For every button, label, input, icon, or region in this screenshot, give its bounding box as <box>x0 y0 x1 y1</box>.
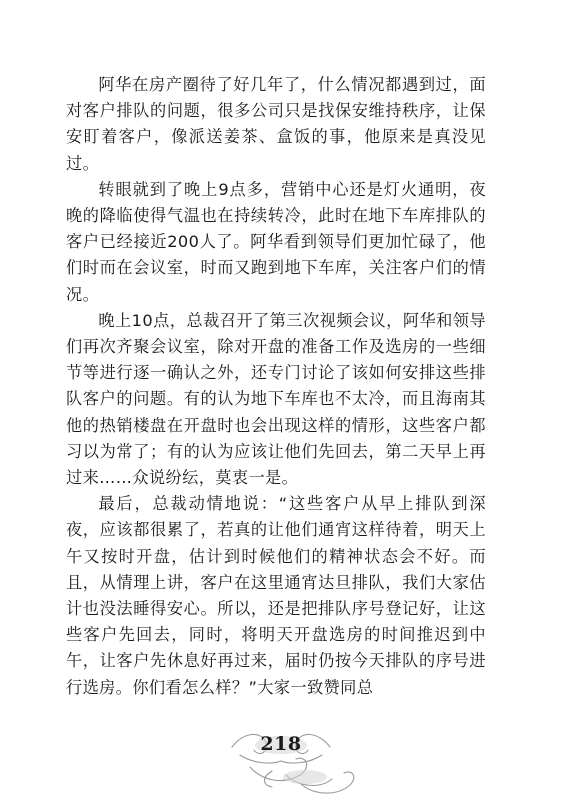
body-text <box>66 72 486 701</box>
paragraph-4: 最后，总裁动情地说：“这些客户从早上排队到深夜，应该都很累了，若真的让他们通宵这样待着，明天上午又按时开盘，估计到时候他们的精神状态会不好。而且，从情理上讲，客户在这里通宵达旦排队，我们大家估计也没法睡得安心。所以，还是把排队序号登记好，让这些客户先回去，同时，将明天开盘选房的时间推迟到中午，让客户先休息好再过来，届时仍按今天排队的序号进行选房。你们看怎么样？”大家一致赞同总 <box>66 494 486 697</box>
paragraph-2: 转眼就到了晚上9点多，营销中心还是灯火通明，夜晚的降临使得气温也在持续转冷，此时在地下车库排队的客户已经接近200人了。阿华看到领导们更加忙碌了，他们时而在会议室，时而又跑到地下车库，关注客户们的情况。 <box>66 179 486 304</box>
paragraph-1: 阿华在房产圈待了好几年了，什么情况都遇到过，面对客户排队的问题，很多公司只是找保安维持秩序，让保安盯着客户，像派送姜茶、盒饭的事，他原来是真没见过。 <box>66 75 486 173</box>
paragraph-3: 晚上10点，总裁召开了第三次视频会议，阿华和领导们再次齐聚会议室，除对开盘的准备工作及选房的一些细节等进行逐一确认之外，还专门讨论了该如何安排这些排队客户的问题。有的认为地下车库也不太冷，而且海南其他的热销楼盘在开盘时也会出现这样的情形，这些客户都习以为常了；有的认为应该让他们先回去，第二天早上再过来……众说纷纭，莫衷一是。 <box>66 310 486 488</box>
page-footer <box>0 725 562 800</box>
page-number: 218 <box>260 733 302 755</box>
